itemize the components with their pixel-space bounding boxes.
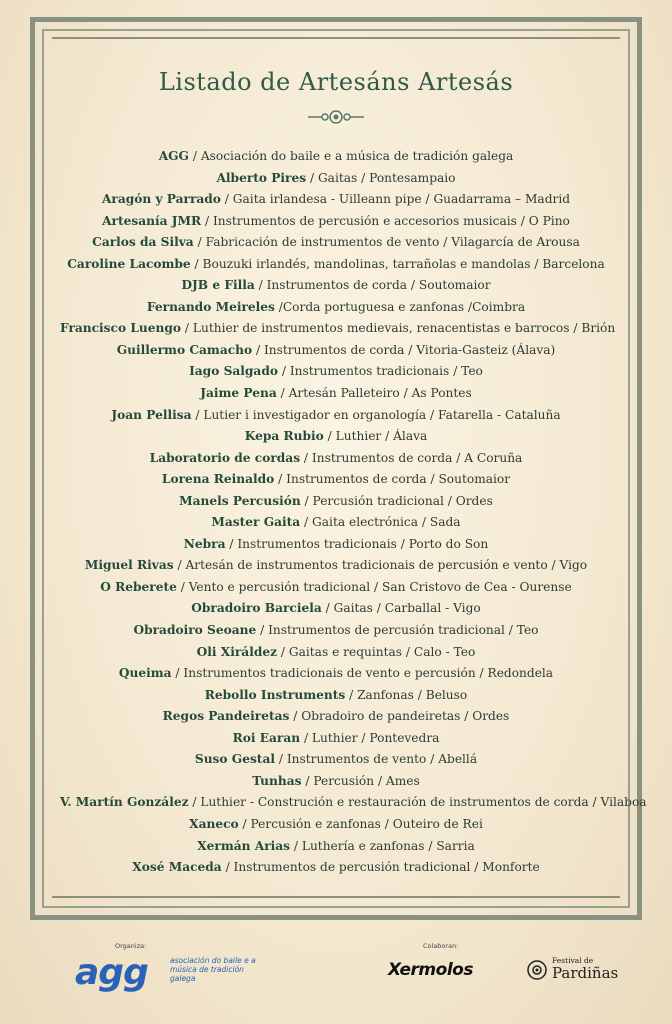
list-item (60, 318, 616, 340)
artisan-details: / Instrumentos de percusión tradicional / Monforte (221, 860, 540, 875)
artisan-name: Lorena Reinaldo (161, 472, 275, 487)
artisan-details: / Luthier / Pontevedra (300, 730, 440, 745)
artisan-list (60, 146, 647, 879)
list-item (60, 275, 612, 297)
artisan-details: / Obradoiro de pandeiretas / Ordes (289, 709, 510, 724)
list-item (60, 771, 612, 793)
artisan-name: Manels Percusión (179, 493, 301, 508)
artisan-details: / Percusión tradicional / Ordes (300, 493, 493, 508)
list-item (60, 620, 612, 642)
artisan-name: Nebra (183, 536, 226, 551)
artisan-name: Francisco Luengo (60, 321, 182, 336)
artisan-details: / Instrumentos de corda / Soutomaior (254, 278, 491, 293)
artisan-name: Fernando Meireles (146, 299, 275, 314)
artisan-details: / Luthería e zanfonas / Sarria (290, 838, 475, 853)
artisan-name: Suso Gestal (194, 752, 275, 767)
list-item (60, 254, 612, 276)
artisan-name: Obradoiro Seoane (133, 623, 257, 638)
artisan-name: Jaime Pena (200, 386, 277, 401)
list-item (60, 685, 612, 707)
list-item (60, 857, 612, 879)
artisan-details: / Fabricación de instrumentos de vento / Vilagarcía de Arousa (193, 235, 580, 250)
list-item (60, 448, 612, 470)
artisan-details: / Vento e percusión tradicional / San Cristovo de Cea - Ourense (176, 579, 572, 594)
artisan-name: Tunhas (252, 773, 302, 788)
list-item (60, 728, 612, 750)
artisan-details: / Gaitas / Carballal - Vigo (321, 601, 481, 616)
artisan-details: / Zanfonas / Beluso (345, 687, 468, 702)
list-item (60, 577, 612, 599)
agg-description: asociación do baile e a música de tradición galega (170, 956, 256, 983)
list-item (60, 383, 612, 405)
artisan-name: Artesanía JMR (102, 213, 202, 228)
artisan-details: / Artesán de instrumentos tradicionais de percusión e vento / Vigo (173, 558, 588, 573)
artisan-name: Oli Xiráldez (196, 644, 278, 659)
artisan-details: / Instrumentos de percusión e accesorios musicais / O Pino (201, 213, 570, 228)
artisan-name: Alberto Pires (216, 170, 307, 185)
artisan-details: / Luthier / Álava (323, 429, 428, 444)
list-item (60, 340, 612, 362)
artisan-name: O Reberete (100, 579, 177, 594)
artisan-details: / Instrumentos de corda / A Coruña (300, 450, 523, 465)
list-item (60, 168, 612, 190)
artisan-details: / Instrumentos tradicionais de vento e percusión / Redondela (171, 666, 554, 681)
list-item (60, 598, 612, 620)
artisan-details: / Percusión / Ames (301, 773, 420, 788)
list-item (60, 534, 612, 556)
list-item (60, 642, 612, 664)
artisan-details: / Instrumentos de vento / Abellá (274, 752, 478, 767)
artisan-name: Aragón y Parrado (101, 192, 221, 207)
list-item (60, 512, 612, 534)
pardinas-subtitle: Festival de (552, 956, 594, 965)
list-item (60, 491, 612, 513)
artisan-name: Laboratorio de cordas (149, 450, 301, 465)
artisan-name: AGG (158, 149, 189, 163)
list-item (60, 405, 612, 427)
artisan-details: / Gaita electrónica / Sada (300, 515, 461, 530)
list-item (60, 426, 612, 448)
artisan-name: Iago Salgado (189, 364, 278, 379)
artisan-name: DJB e Filla (181, 278, 255, 293)
list-item (60, 706, 612, 728)
artisan-details: / Luthier - Construción e restauración de instrumentos de corda / Vilaboa (188, 795, 647, 810)
page-title: Listado de Artesáns Artesás (158, 68, 514, 96)
list-item (60, 361, 612, 383)
artisan-details: / Gaitas e requintas / Calo - Teo (277, 644, 476, 659)
artisan-details: / Gaita irlandesa - Uilleann pipe / Guadarrama – Madrid (220, 192, 571, 207)
artisan-details: / Asociación do baile e a música de tradición galega (188, 149, 514, 163)
artisan-name: Queima (118, 666, 172, 681)
artisan-details: / Instrumentos de corda / Vitoria-Gasteiz (Álava) (252, 342, 556, 357)
artisan-details: / Lutier i investigador en organología / Fatarella - Cataluña (191, 407, 561, 422)
list-item (60, 469, 612, 491)
artisan-name: Xaneco (189, 816, 239, 831)
list-item (60, 211, 612, 233)
artisan-details: / Luthier de instrumentos medievais, renacentistas e barrocos / Brión (181, 321, 616, 336)
ornament-icon (306, 106, 366, 128)
artisan-name: Kepa Rubio (244, 429, 324, 444)
artisan-details: / Artesán Palleteiro / As Pontes (276, 386, 472, 401)
artisan-details: / Instrumentos de percusión tradicional / Teo (256, 623, 539, 638)
artisan-name: Xermán Arias (197, 838, 291, 853)
artisan-name: Caroline Lacombe (67, 256, 191, 271)
list-item (60, 189, 612, 211)
colaboran-label: Colaboran: (423, 942, 459, 950)
list-item (60, 555, 612, 577)
artisan-details: / Instrumentos de corda / Soutomaior (274, 472, 511, 487)
artisan-name: Roi Earan (232, 730, 301, 745)
artisan-name: Rebollo Instruments (204, 687, 346, 702)
list-item (60, 663, 612, 685)
artisan-name: Miguel Rivas (84, 558, 174, 573)
artisan-details: / Percusión e zanfonas / Outeiro de Rei (238, 816, 483, 831)
frame-bottom-bar (52, 896, 620, 898)
artisan-name: Carlos da Silva (92, 235, 194, 250)
list-item (60, 836, 612, 858)
list-item (60, 814, 612, 836)
artisan-details: / Instrumentos tradicionais / Porto do Son (225, 536, 489, 551)
artisan-details: / Gaitas / Pontesampaio (306, 170, 456, 185)
artisan-name: Xosé Maceda (132, 860, 222, 875)
artisan-details: / Instrumentos tradicionais / Teo (277, 364, 483, 379)
artisan-name: Master Gaita (211, 515, 301, 530)
artisan-name: Joan Pellisa (111, 407, 192, 422)
artisan-name: V. Martín González (60, 795, 189, 810)
list-item (60, 792, 647, 814)
frame-top-bar (52, 37, 620, 39)
list-item (60, 232, 612, 254)
artisan-details: / Bouzuki irlandés, mandolinas, tarrañolas e mandolas / Barcelona (190, 256, 605, 271)
artisan-name: Guillermo Camacho (116, 342, 253, 357)
agg-logo: agg (75, 952, 148, 993)
organiza-label: Organiza: (115, 942, 147, 950)
list-item (60, 749, 612, 771)
list-item (60, 146, 612, 168)
artisan-name: Regos Pandeiretas (162, 709, 290, 724)
xermolos-logo: Xermolos (388, 960, 473, 980)
pardinas-logo-text: Pardiñas (552, 964, 619, 982)
list-item (60, 297, 612, 319)
pardinas-logo-icon (524, 959, 550, 981)
artisan-details: /Corda portuguesa e zanfonas /Coimbra (274, 299, 526, 314)
artisan-name: Obradoiro Barciela (191, 601, 322, 616)
